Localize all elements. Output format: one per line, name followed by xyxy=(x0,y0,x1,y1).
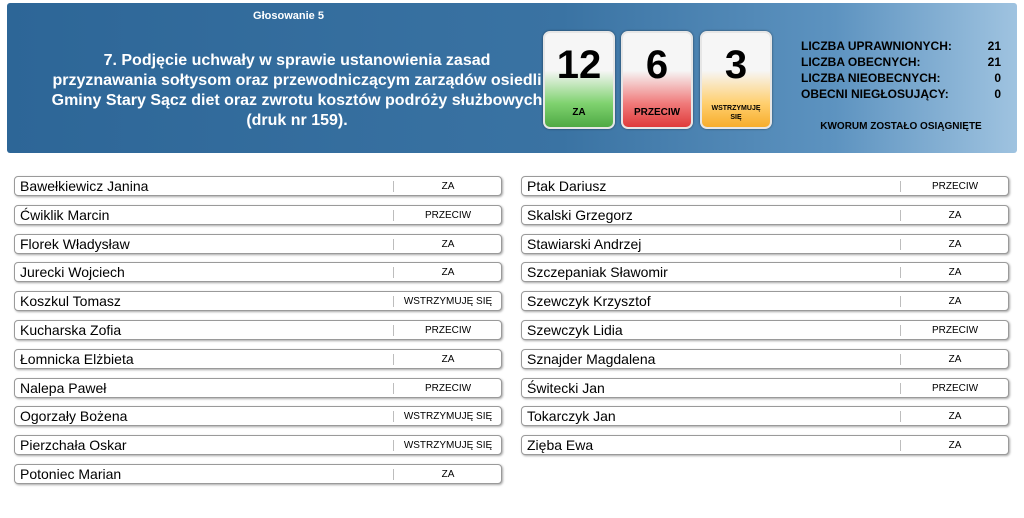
vote-value: ZA xyxy=(948,267,962,278)
column-divider xyxy=(393,239,394,250)
column-divider xyxy=(900,354,901,365)
vote-row xyxy=(521,320,1009,340)
vote-row xyxy=(14,406,502,426)
column-divider xyxy=(393,383,394,394)
vote-value: ZA xyxy=(948,354,962,365)
vote-row xyxy=(14,205,502,225)
vote-value: ZA xyxy=(441,354,455,365)
councillor-name: Skalski Grzegorz xyxy=(527,207,633,223)
vote-value: ZA xyxy=(948,440,962,451)
column-divider xyxy=(393,354,394,365)
motion-line: przyznawania sołtysom oraz przewodniczącym zarządów osiedli xyxy=(52,72,542,89)
councillor-name: Koszkul Tomasz xyxy=(20,293,121,309)
vote-row xyxy=(521,205,1009,225)
vote-row xyxy=(14,435,502,455)
column-divider xyxy=(393,440,394,451)
councillor-name: Kucharska Zofia xyxy=(20,322,122,338)
stat-row xyxy=(801,86,1001,102)
vote-row xyxy=(521,291,1009,311)
vote-row xyxy=(521,349,1009,369)
stat-row xyxy=(801,70,1001,86)
column-divider xyxy=(393,296,394,307)
column-divider xyxy=(900,296,901,307)
vote-value: PRZECIW xyxy=(424,325,472,336)
column-divider xyxy=(393,469,394,480)
stat-value: 21 xyxy=(987,55,1001,69)
column-divider xyxy=(900,181,901,192)
councillor-name: Ogorzały Bożena xyxy=(20,408,128,424)
tally-card-przeciw xyxy=(621,31,693,129)
vote-value: PRZECIW xyxy=(424,383,472,394)
councillor-name: Szczepaniak Sławomir xyxy=(527,264,668,280)
vote-row xyxy=(521,176,1009,196)
quorum-status: KWORUM ZOSTAŁO OSIĄGNIĘTE xyxy=(820,121,982,132)
councillor-name: Łomnicka Elżbieta xyxy=(20,351,134,367)
column-divider xyxy=(393,411,394,422)
councillor-name: Ćwiklik Marcin xyxy=(20,207,110,223)
vote-summary-header xyxy=(7,3,1017,153)
vote-row xyxy=(14,291,502,311)
stat-label: LICZBA UPRAWNIONYCH: xyxy=(801,39,952,53)
vote-value: PRZECIW xyxy=(424,210,472,221)
vote-value: PRZECIW xyxy=(931,181,979,192)
attendance-stats xyxy=(801,38,1001,102)
vote-value: ZA xyxy=(948,210,962,221)
stat-value: 0 xyxy=(994,87,1001,101)
councillor-name: Sznajder Magdalena xyxy=(527,351,656,367)
vote-row xyxy=(14,320,502,340)
councillor-name: Jurecki Wojciech xyxy=(20,264,125,280)
column-divider xyxy=(900,239,901,250)
stat-label: LICZBA OBECNYCH: xyxy=(801,55,921,69)
vote-value: ZA xyxy=(441,181,455,192)
stat-value: 0 xyxy=(994,71,1001,85)
vote-value: ZA xyxy=(441,267,455,278)
column-divider xyxy=(900,411,901,422)
vote-row xyxy=(521,435,1009,455)
motion-title xyxy=(47,51,547,131)
vote-row xyxy=(14,378,502,398)
vote-row xyxy=(521,406,1009,426)
councillor-name: Stawiarski Andrzej xyxy=(527,236,642,252)
vote-value: ZA xyxy=(441,469,455,480)
column-divider xyxy=(900,383,901,394)
stat-row xyxy=(801,54,1001,70)
councillor-name: Tokarczyk Jan xyxy=(527,408,616,424)
tally-card-wstrzymuje xyxy=(700,31,772,129)
stat-value: 21 xyxy=(987,39,1001,53)
column-divider xyxy=(393,325,394,336)
tally-count-wstrzymuje: 3 xyxy=(724,43,748,87)
tally-label-za: ZA xyxy=(572,107,586,118)
vote-value: WSTRZYMUJĘ SIĘ xyxy=(403,411,493,422)
stat-label: LICZBA NIEOBECNYCH: xyxy=(801,71,941,85)
councillor-name: Świtecki Jan xyxy=(527,380,605,396)
motion-line: 7. Podjęcie uchwały w sprawie ustanowienia zasad xyxy=(103,52,491,69)
councillor-name: Nalepa Paweł xyxy=(20,380,107,396)
vote-value: PRZECIW xyxy=(931,383,979,394)
column-divider xyxy=(393,267,394,278)
tally-label-wstrzymuje: WSTRZYMUJĘ SIĘ xyxy=(711,105,761,121)
vote-value: ZA xyxy=(948,296,962,307)
vote-row xyxy=(14,176,502,196)
column-divider xyxy=(900,325,901,336)
vote-row xyxy=(521,234,1009,254)
councillor-name: Bawełkiewicz Janina xyxy=(20,178,149,194)
stat-label: OBECNI NIEGŁOSUJĄCY: xyxy=(801,87,949,101)
stat-row xyxy=(801,38,1001,54)
vote-value: ZA xyxy=(948,411,962,422)
vote-row xyxy=(521,262,1009,282)
vote-value: WSTRZYMUJĘ SIĘ xyxy=(403,296,493,307)
column-divider xyxy=(900,210,901,221)
vote-value: ZA xyxy=(441,239,455,250)
vote-row xyxy=(14,262,502,282)
councillor-name: Zięba Ewa xyxy=(527,437,594,453)
vote-row xyxy=(521,378,1009,398)
column-divider xyxy=(393,210,394,221)
councillor-name: Szewczyk Lidia xyxy=(527,322,623,338)
tally-card-za xyxy=(543,31,615,129)
councillor-name: Florek Władysław xyxy=(20,236,130,252)
vote-row xyxy=(14,464,502,484)
motion-line: Gminy Stary Sącz diet oraz zwrotu kosztów podróży służbowych xyxy=(51,92,543,109)
tally-label-przeciw: PRZECIW xyxy=(633,107,681,118)
vote-value: ZA xyxy=(948,239,962,250)
vote-value: WSTRZYMUJĘ SIĘ xyxy=(403,440,493,451)
councillor-name: Pierzchała Oskar xyxy=(20,437,127,453)
session-title: Głosowanie 5 xyxy=(253,10,324,22)
councillor-name: Ptak Dariusz xyxy=(527,178,607,194)
column-divider xyxy=(900,267,901,278)
councillor-name: Potoniec Marian xyxy=(20,466,122,482)
tally-count-za: 12 xyxy=(556,43,602,87)
vote-row xyxy=(14,349,502,369)
tally-count-przeciw: 6 xyxy=(645,43,669,87)
motion-line: (druk nr 159). xyxy=(246,112,348,129)
column-divider xyxy=(900,440,901,451)
column-divider xyxy=(393,181,394,192)
vote-value: PRZECIW xyxy=(931,325,979,336)
vote-row xyxy=(14,234,502,254)
councillor-name: Szewczyk Krzysztof xyxy=(527,293,651,309)
